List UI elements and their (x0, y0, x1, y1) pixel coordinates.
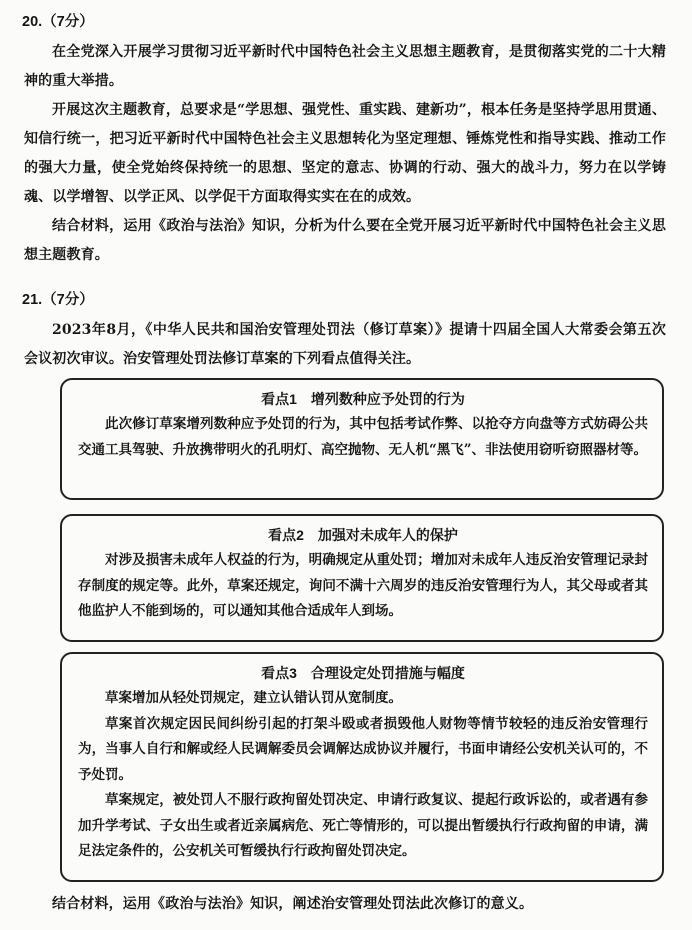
q21-intro: 2023年8月，《中华人民共和国治安管理处罚法（修订草案）》提请十四届全国人大常委会第五次会议初次审议。治安管理处罚法修订草案的下列看点值得关注。 (24, 322, 666, 367)
q21-question: 结合材料，运用《政治与法治》知识，阐述治安管理处罚法此次修订的意义。 (52, 896, 534, 912)
q20-paragraph-2: 开展这次主题教育，总要求是“学思想、强党性、重实践、建新功”，根本任务是坚持学思用贯通、知信行统一，把习近平新时代中国特色社会主义思想转化为坚定理想、锤炼党性和指导实践、推动工作的强大力量，使全党始终保持统一的思想、坚定的意志、协调的行动、强大的战斗力，努力在以学铸魂、以学增智、以学正风、以学促干方面取得实实在在的成效。 (24, 102, 666, 205)
q20-paragraph-1: 在全党深入开展学习贯彻习近平新时代中国特色社会主义思想主题教育，是贯彻落实党的二十大精神的重大举措。 (24, 44, 666, 89)
question-20-number: 20.（7分） (22, 14, 94, 30)
highlight-2-title: 看点2 加强对未成年人的保护 (268, 527, 458, 543)
highlight-3-text-2: 草案首次规定因民间纠纷引起的打架斗殴或者损毁他人财物等情节较轻的违反治安管理行为，当事人自行和解或经人民调解委员会调解达成协议并履行，书面申请经公安机关认可的，不予处罚。 (78, 715, 648, 783)
highlight-box-3 (60, 652, 664, 882)
question-21-number: 21.（7分） (22, 292, 94, 308)
q20-question: 结合材料，运用《政治与法治》知识，分析为什么要在全党开展习近平新时代中国特色社会主义思想主题教育。 (24, 218, 666, 263)
highlight-box-2 (60, 514, 664, 642)
highlight-1-text: 此次修订草案增列数种应予处罚的行为，其中包括考试作弊、以抢夺方向盘等方式妨碍公共交通工具驾驶、升放携带明火的孔明灯、高空抛物、无人机“黑飞”、非法使用窃听窃照器材等。 (78, 416, 648, 458)
highlight-3-text-3: 草案规定，被处罚人不服行政拘留处罚决定、申请行政复议、提起行政诉讼的，或者遇有参加升学考试、子女出生或者近亲属病危、死亡等情形的，可以提出暂缓执行行政拘留的申请，满足法定条件的，公安机关可暂缓执行行政拘留处罚决定。 (78, 792, 648, 859)
highlight-1-title: 看点1 增列数种应予处罚的行为 (261, 391, 465, 407)
highlight-3-text-1: 草案增加从轻处罚规定，建立认错认罚从宽制度。 (105, 690, 402, 706)
highlight-3-title: 看点3 合理设定处罚措施与幅度 (261, 665, 465, 681)
highlight-2-text: 对涉及损害未成年人权益的行为，明确规定从重处罚；增加对未成年人违反治安管理记录封存制度的规定等。此外，草案还规定，询问不满十六周岁的违反治安管理行为人，其父母或者其他监护人不能到场的，可以通知其他合适成年人到场。 (78, 552, 648, 619)
highlight-box-1 (60, 378, 664, 500)
